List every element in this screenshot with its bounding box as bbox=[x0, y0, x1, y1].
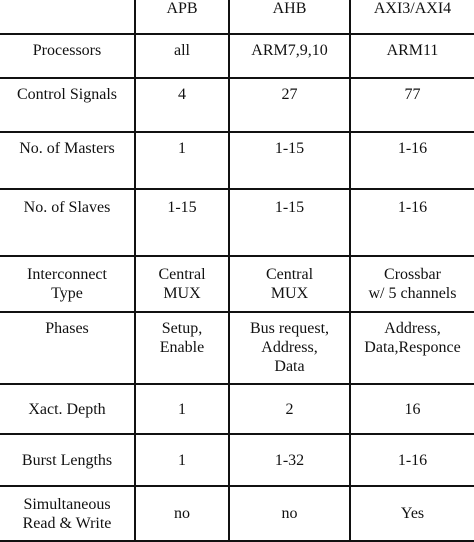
row-label: Xact. Depth bbox=[0, 384, 135, 434]
table-cell: ARM7,9,10 bbox=[229, 34, 350, 78]
row-label: Control Signals bbox=[0, 78, 135, 132]
table-cell: 4 bbox=[135, 78, 229, 132]
table-row-phases bbox=[0, 312, 474, 384]
table-cell: no bbox=[229, 486, 350, 541]
header-cell-ahb: AHB bbox=[229, 0, 350, 34]
table-cell: 1-16 bbox=[350, 189, 474, 256]
table-row-slaves bbox=[0, 189, 474, 256]
table-cell: 16 bbox=[350, 384, 474, 434]
table-cell: 1-16 bbox=[350, 132, 474, 189]
table-cell: 2 bbox=[229, 384, 350, 434]
header-cell-axi: AXI3/AXI4 bbox=[350, 0, 474, 34]
table-cell: 1-16 bbox=[350, 434, 474, 486]
table-header-row bbox=[0, 0, 474, 34]
row-label: No. of Slaves bbox=[0, 189, 135, 256]
table-cell: ARM11 bbox=[350, 34, 474, 78]
table-cell: Crossbar w/ 5 channels bbox=[350, 256, 474, 312]
table-cell: Address, Data,Responce bbox=[350, 312, 474, 384]
table-row-control-signals bbox=[0, 78, 474, 132]
table-cell: Central MUX bbox=[229, 256, 350, 312]
row-label: No. of Masters bbox=[0, 132, 135, 189]
table-cell: 1-15 bbox=[135, 189, 229, 256]
table-cell: no bbox=[135, 486, 229, 541]
table-cell: 1-32 bbox=[229, 434, 350, 486]
table-row-masters bbox=[0, 132, 474, 189]
header-cell-apb: APB bbox=[135, 0, 229, 34]
table-row-interconnect bbox=[0, 256, 474, 312]
table-cell: 27 bbox=[229, 78, 350, 132]
table-row-xact-depth bbox=[0, 384, 474, 434]
table-cell: all bbox=[135, 34, 229, 78]
table-row-simultaneous-rw bbox=[0, 486, 474, 541]
row-label: Phases bbox=[0, 312, 135, 384]
table-cell: 77 bbox=[350, 78, 474, 132]
row-label: Interconnect Type bbox=[0, 256, 135, 312]
table-cell: 1 bbox=[135, 434, 229, 486]
table-cell: 1-15 bbox=[229, 132, 350, 189]
header-cell-corner bbox=[0, 0, 135, 34]
table-cell: Central MUX bbox=[135, 256, 229, 312]
table-cell: Bus request, Address, Data bbox=[229, 312, 350, 384]
table-cell: 1-15 bbox=[229, 189, 350, 256]
table-row-processors bbox=[0, 34, 474, 78]
row-label: Processors bbox=[0, 34, 135, 78]
table-cell: 1 bbox=[135, 132, 229, 189]
row-label: Simultaneous Read & Write bbox=[0, 486, 135, 541]
table-cell: 1 bbox=[135, 384, 229, 434]
row-label: Burst Lengths bbox=[0, 434, 135, 486]
table-row-burst-lengths bbox=[0, 434, 474, 486]
table-cell: Setup, Enable bbox=[135, 312, 229, 384]
table-cell: Yes bbox=[350, 486, 474, 541]
